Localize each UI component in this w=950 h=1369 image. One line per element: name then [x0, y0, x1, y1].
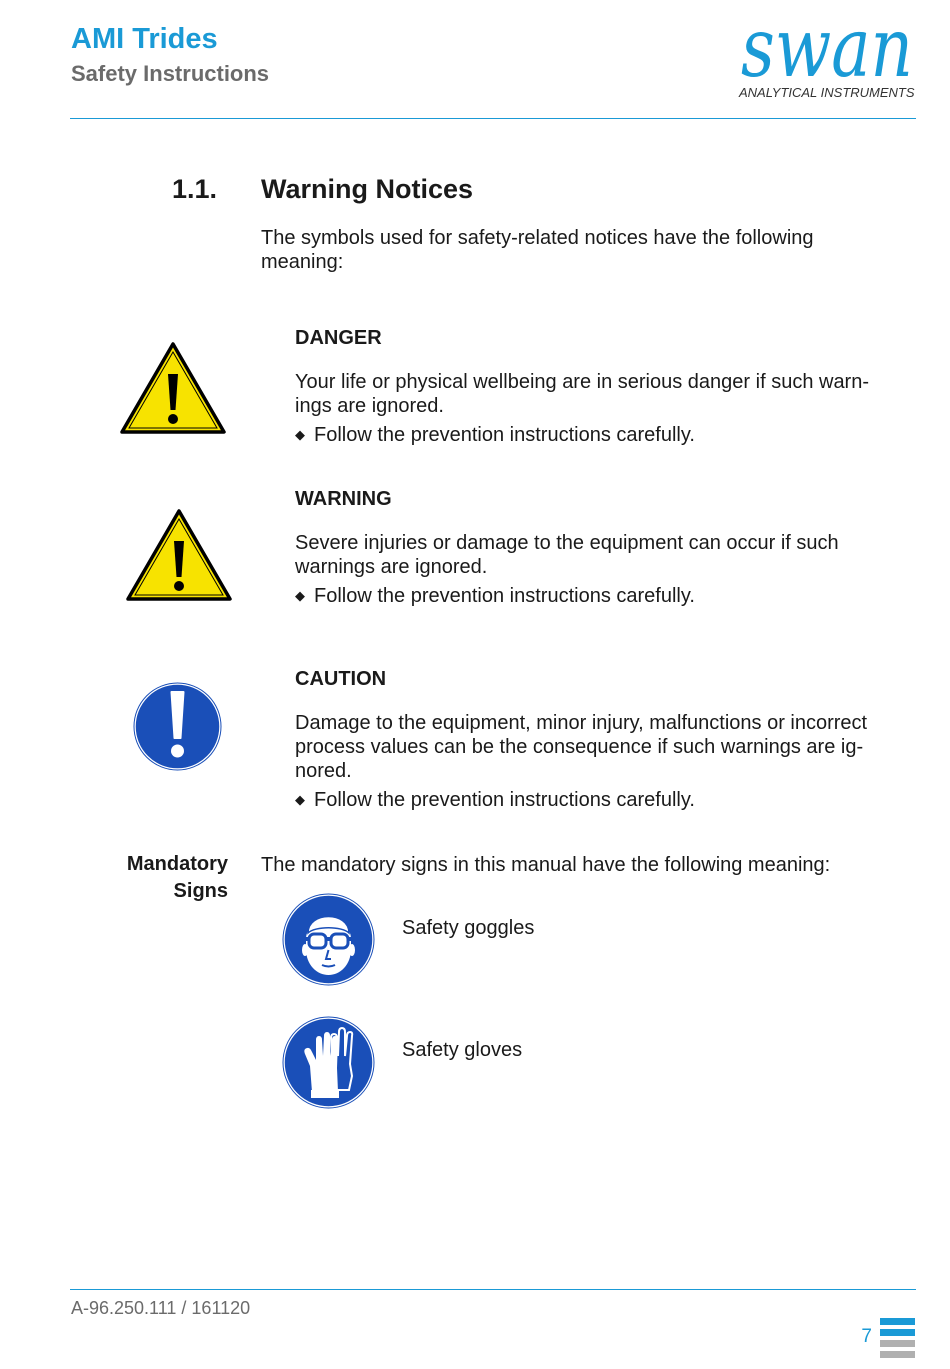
footer-divider	[70, 1289, 916, 1290]
caution-description	[295, 711, 920, 783]
page-bar	[880, 1318, 915, 1325]
mandatory-signs-label	[90, 851, 228, 905]
warning-text-line: warnings are ignored.	[295, 556, 488, 578]
section-number: 1.1.	[172, 174, 218, 204]
mandatory-intro: The mandatory signs in this manual have the following meaning:	[261, 854, 831, 876]
caution-bullet	[295, 788, 695, 812]
diamond-bullet-icon: ◆	[295, 427, 305, 442]
danger-text-line: Your life or physical wellbeing are in serious danger if such warn-	[295, 371, 870, 393]
intro-line: meaning:	[261, 251, 344, 273]
diamond-bullet-icon: ◆	[295, 792, 305, 807]
sign-label: Safety goggles	[402, 917, 535, 939]
caution-heading: CAUTION	[295, 668, 387, 690]
diamond-bullet-icon: ◆	[295, 588, 305, 603]
document-code: A-96.250.111 / 161120	[71, 1298, 251, 1318]
safety-goggles-icon	[282, 893, 375, 986]
danger-bullet-text: Follow the prevention instructions carefully.	[314, 424, 695, 446]
intro-line: The symbols used for safety-related notices have the following	[261, 227, 814, 249]
caution-bullet-text: Follow the prevention instructions carefully.	[314, 789, 695, 811]
caution-text-line: Damage to the equipment, minor injury, malfunctions or incorrect	[295, 712, 868, 734]
page-number: 7	[861, 1326, 872, 1347]
document-subtitle: Safety Instructions	[71, 61, 270, 86]
caution-text-line: nored.	[295, 760, 352, 782]
page-bar	[880, 1340, 915, 1347]
caution-circle-icon	[133, 682, 222, 771]
section-title: Warning Notices	[261, 174, 474, 204]
danger-description	[295, 370, 920, 418]
danger-bullet	[295, 423, 695, 447]
danger-heading: DANGER	[295, 327, 382, 349]
page-bar	[880, 1329, 915, 1336]
caution-text-line: process values can be the consequence if such warnings are ig-	[295, 736, 864, 758]
danger-triangle-icon	[118, 340, 228, 436]
logo-tagline: ANALYTICAL INSTRUMENTS	[739, 85, 915, 100]
danger-text-line: ings are ignored.	[295, 395, 444, 417]
warning-triangle-icon	[124, 507, 234, 603]
section-intro	[261, 226, 901, 274]
side-label-line: Signs	[173, 880, 228, 902]
warning-bullet-text: Follow the prevention instructions carefully.	[314, 585, 695, 607]
swan-logo	[735, 6, 920, 86]
warning-text-line: Severe injuries or damage to the equipment can occur if such	[295, 532, 839, 554]
warning-heading: WARNING	[295, 488, 392, 510]
logo-word: swan	[741, 6, 913, 86]
safety-gloves-icon	[282, 1016, 375, 1109]
page-bar	[880, 1351, 915, 1358]
page-marker-bars	[880, 1318, 915, 1362]
warning-bullet	[295, 584, 695, 608]
document-title: AMI Trides	[71, 23, 218, 55]
side-label-line: Mandatory	[126, 853, 228, 875]
header-divider	[70, 118, 916, 119]
warning-description	[295, 531, 920, 579]
sign-label: Safety gloves	[402, 1039, 523, 1061]
